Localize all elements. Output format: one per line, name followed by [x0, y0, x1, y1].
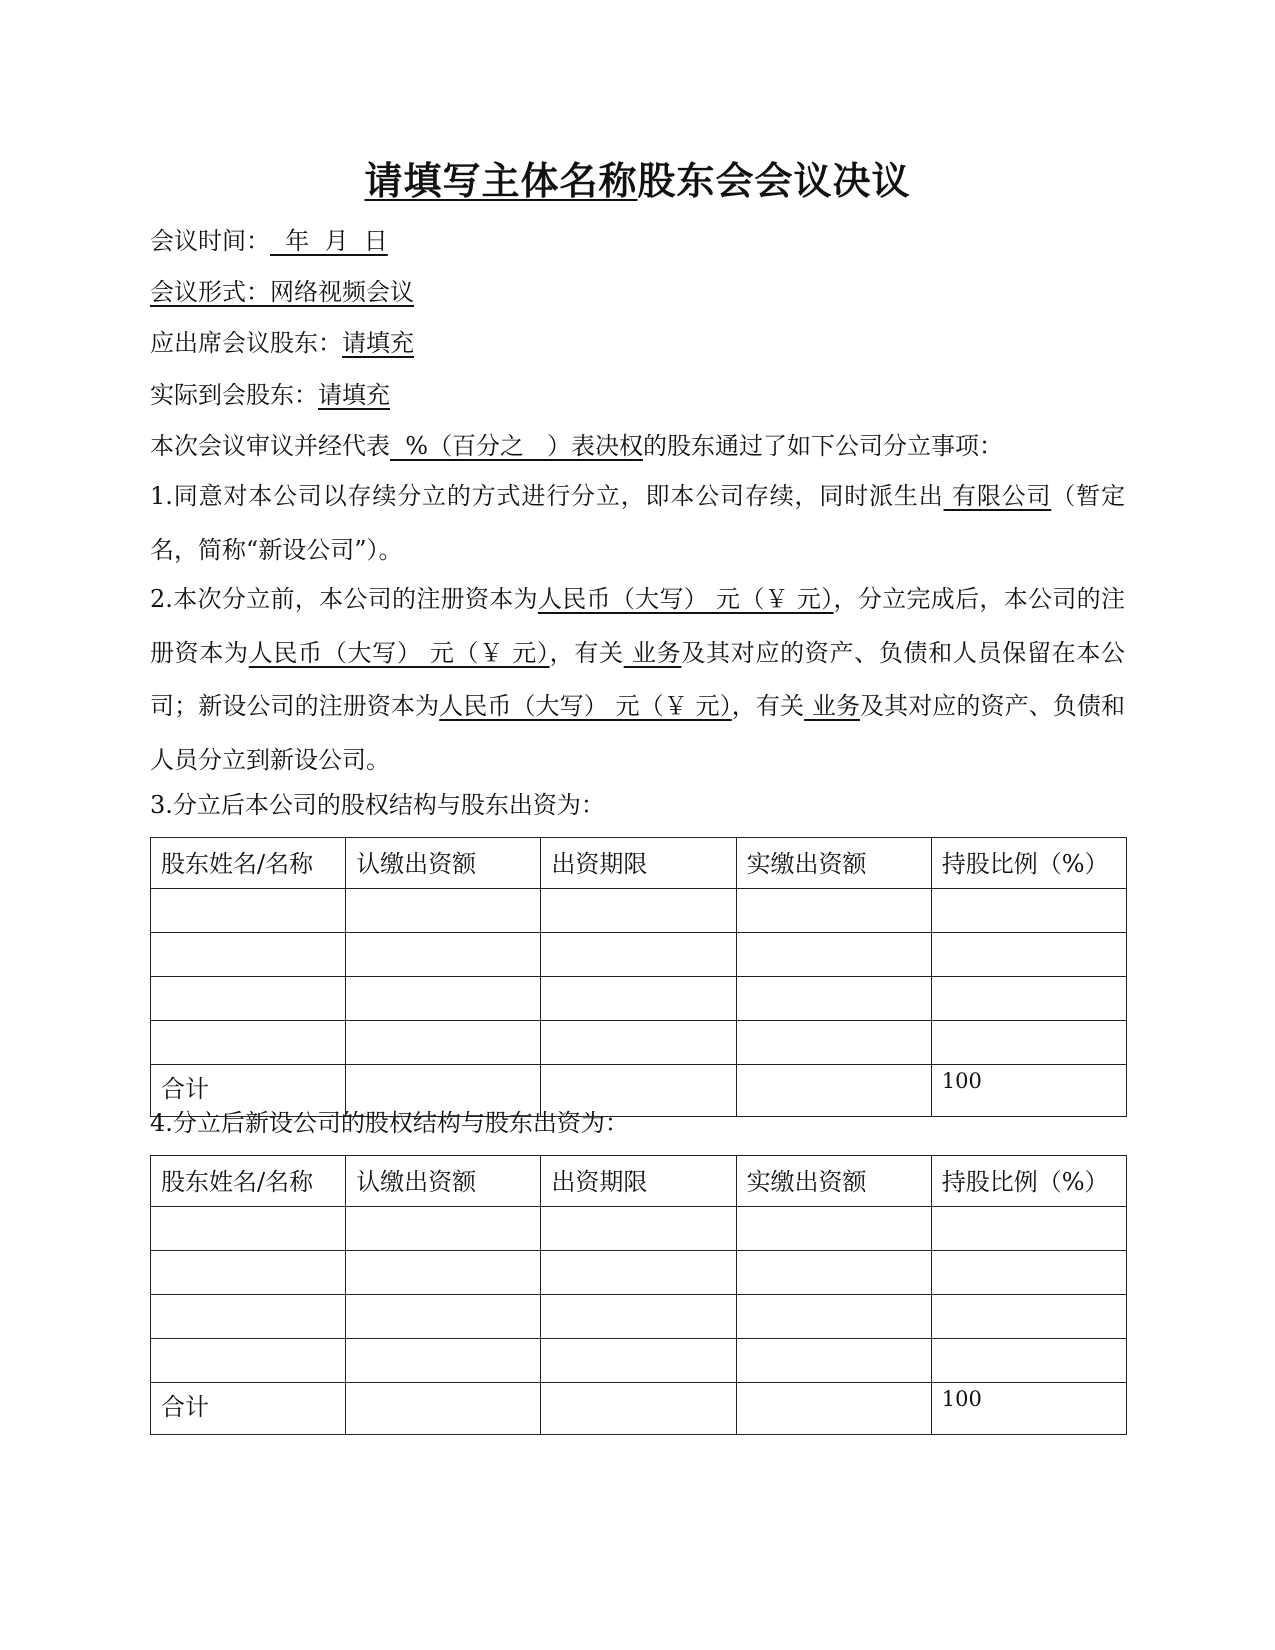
- item-3: 3.分立后本公司的股权结构与股东出资为：: [150, 791, 605, 819]
- table-row: [151, 1251, 1127, 1295]
- header-term: 出资期限: [541, 1156, 736, 1207]
- item-4: 4.分立后新设公司的股权结构与股东出资为：: [150, 1109, 629, 1137]
- title-company-name: 请填写主体名称: [364, 158, 638, 203]
- header-ratio: 持股比例（%）: [931, 838, 1126, 889]
- total-label: 合计: [151, 1065, 346, 1117]
- expected-shareholders: 应出席会议股东：请填充: [150, 329, 414, 357]
- header-shareholder: 股东姓名/名称: [151, 1156, 346, 1207]
- header-ratio: 持股比例（%）: [931, 1156, 1126, 1207]
- header-term: 出资期限: [541, 838, 736, 889]
- header-shareholder: 股东姓名/名称: [151, 838, 346, 889]
- table-total-row: [151, 1383, 1127, 1435]
- table-row: [151, 933, 1127, 977]
- meeting-time-value: 年 月 日: [270, 227, 388, 255]
- table-row: [151, 977, 1127, 1021]
- total-ratio: 100: [931, 1383, 1126, 1435]
- equity-table-new: [150, 1155, 1127, 1435]
- equity-table-existing: [150, 837, 1127, 1117]
- header-subscribed: 认缴出资额: [346, 1156, 541, 1207]
- header-paid: 实缴出资额: [736, 1156, 931, 1207]
- total-label: 合计: [151, 1383, 346, 1435]
- header-subscribed: 认缴出资额: [346, 838, 541, 889]
- vote-statement: 本次会议审议并经代表 %（百分之 ）表决权的股东通过了如下公司分立事项：: [150, 432, 1003, 460]
- header-paid: 实缴出资额: [736, 838, 931, 889]
- item-2: 2.本次分立前，本公司的注册资本为人民币（大写） 元（￥ 元），分立完成后，本公司的注册资本为人民币（大写） 元（￥ 元），有关 业务及其对应的资产、负债和人员保留在本公司；新设公司的注册资本为人民币（大写） 元（￥ 元），有关 业务及其对应的资产、负债和人员分立到新设公司。: [150, 585, 1126, 774]
- meeting-form: 会议形式：网络视频会议: [150, 278, 414, 306]
- page-title: [0, 150, 1275, 205]
- title-rest: 股东会会议决议: [637, 158, 911, 203]
- table-row: [151, 1295, 1127, 1339]
- meeting-time: 会议时间： 年 月 日: [150, 227, 388, 255]
- table-row: [151, 1339, 1127, 1383]
- table-row: [151, 889, 1127, 933]
- table-header-row: [151, 1156, 1127, 1207]
- actual-shareholders: 实际到会股东：请填充: [150, 381, 390, 409]
- total-ratio: 100: [931, 1065, 1126, 1117]
- table-row: [151, 1207, 1127, 1251]
- table-header-row: [151, 838, 1127, 889]
- table-row: [151, 1021, 1127, 1065]
- item-1: 1.同意对本公司以存续分立的方式进行分立，即本公司存续，同时派生出 有限公司（暂定名，简称“新设公司”）。: [150, 482, 1125, 564]
